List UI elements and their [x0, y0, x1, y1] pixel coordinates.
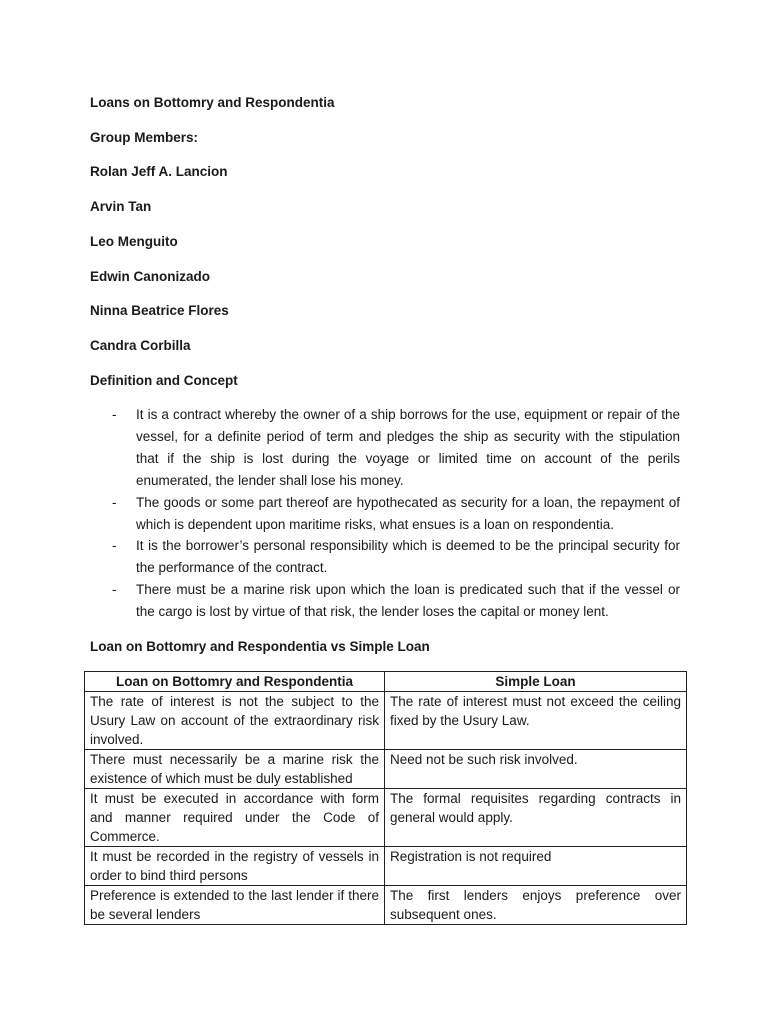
member-name: Rolan Jeff A. Lancion: [90, 164, 228, 179]
comparison-heading: Loan on Bottomry and Respondentia vs Simple Loan: [90, 639, 430, 654]
definition-heading: Definition and Concept: [90, 373, 238, 388]
definition-item: [90, 535, 680, 579]
table-cell: Need not be such risk involved.: [385, 750, 687, 789]
definition-list: [90, 404, 680, 623]
table-cell: It must be recorded in the registry of vessels in order to bind third persons: [85, 847, 385, 886]
bullet-dash: -: [112, 494, 117, 510]
group-members-label: Group Members:: [90, 130, 199, 145]
bullet-dash: -: [112, 538, 117, 554]
table-cell: The formal requisites regarding contracts in general would apply.: [385, 789, 687, 847]
table-cell: Registration is not required: [385, 847, 687, 886]
table-row: [85, 750, 687, 789]
definition-text: It is a contract whereby the owner of a ship borrows for the use, equipment or repair of the vessel, for a definite period of term and pledges the ship as security with the stipulation that if the ship is lost during the voyage or limited time on account of the perils enumerated, the lender shall lose his money.: [136, 407, 680, 488]
table-cell: There must necessarily be a marine risk the existence of which must be duly established: [85, 750, 385, 789]
definition-item: [90, 492, 680, 536]
definition-text: The goods or some part thereof are hypothecated as security for a loan, the repayment of which is dependent upon maritime risks, what ensues is a loan on respondentia.: [136, 494, 680, 532]
bullet-dash: -: [112, 582, 117, 598]
column-header-simple-loan: Simple Loan: [385, 672, 687, 692]
table-cell: The rate of interest is not the subject to the Usury Law on account of the extraordinary risk involved.: [85, 692, 385, 750]
definition-text: There must be a marine risk upon which the loan is predicated such that if the vessel or the cargo is lost by virtue of that risk, the lender loses the capital or money lent.: [136, 582, 680, 620]
bullet-dash: -: [112, 407, 117, 422]
table-cell: It must be executed in accordance with form and manner required under the Code of Commerce.: [85, 789, 385, 847]
table-row: [85, 847, 687, 886]
comparison-table: [84, 671, 687, 925]
table-cell: The rate of interest must not exceed the ceiling fixed by the Usury Law.: [385, 692, 687, 750]
member-name: Ninna Beatrice Flores: [90, 303, 229, 318]
member-name: Edwin Canonizado: [90, 269, 210, 284]
table-row: [85, 692, 687, 750]
member-name: Leo Menguito: [90, 234, 178, 249]
table-header-row: [85, 672, 687, 692]
table-cell: The first lenders enjoys preference over subsequent ones.: [385, 886, 687, 925]
table-row: [85, 886, 687, 925]
table-row: [85, 789, 687, 847]
column-header-bottomry: Loan on Bottomry and Respondentia: [85, 672, 385, 692]
definition-item: [90, 579, 680, 623]
member-name: Candra Corbilla: [90, 338, 191, 353]
document-title: Loans on Bottomry and Respondentia: [90, 95, 335, 110]
definition-text: It is the borrower’s personal responsibility which is deemed to be the principal security for the performance of the contract.: [136, 538, 680, 576]
member-name: Arvin Tan: [90, 199, 152, 214]
definition-item: [90, 404, 680, 492]
table-cell: Preference is extended to the last lender if there be several lenders: [85, 886, 385, 925]
